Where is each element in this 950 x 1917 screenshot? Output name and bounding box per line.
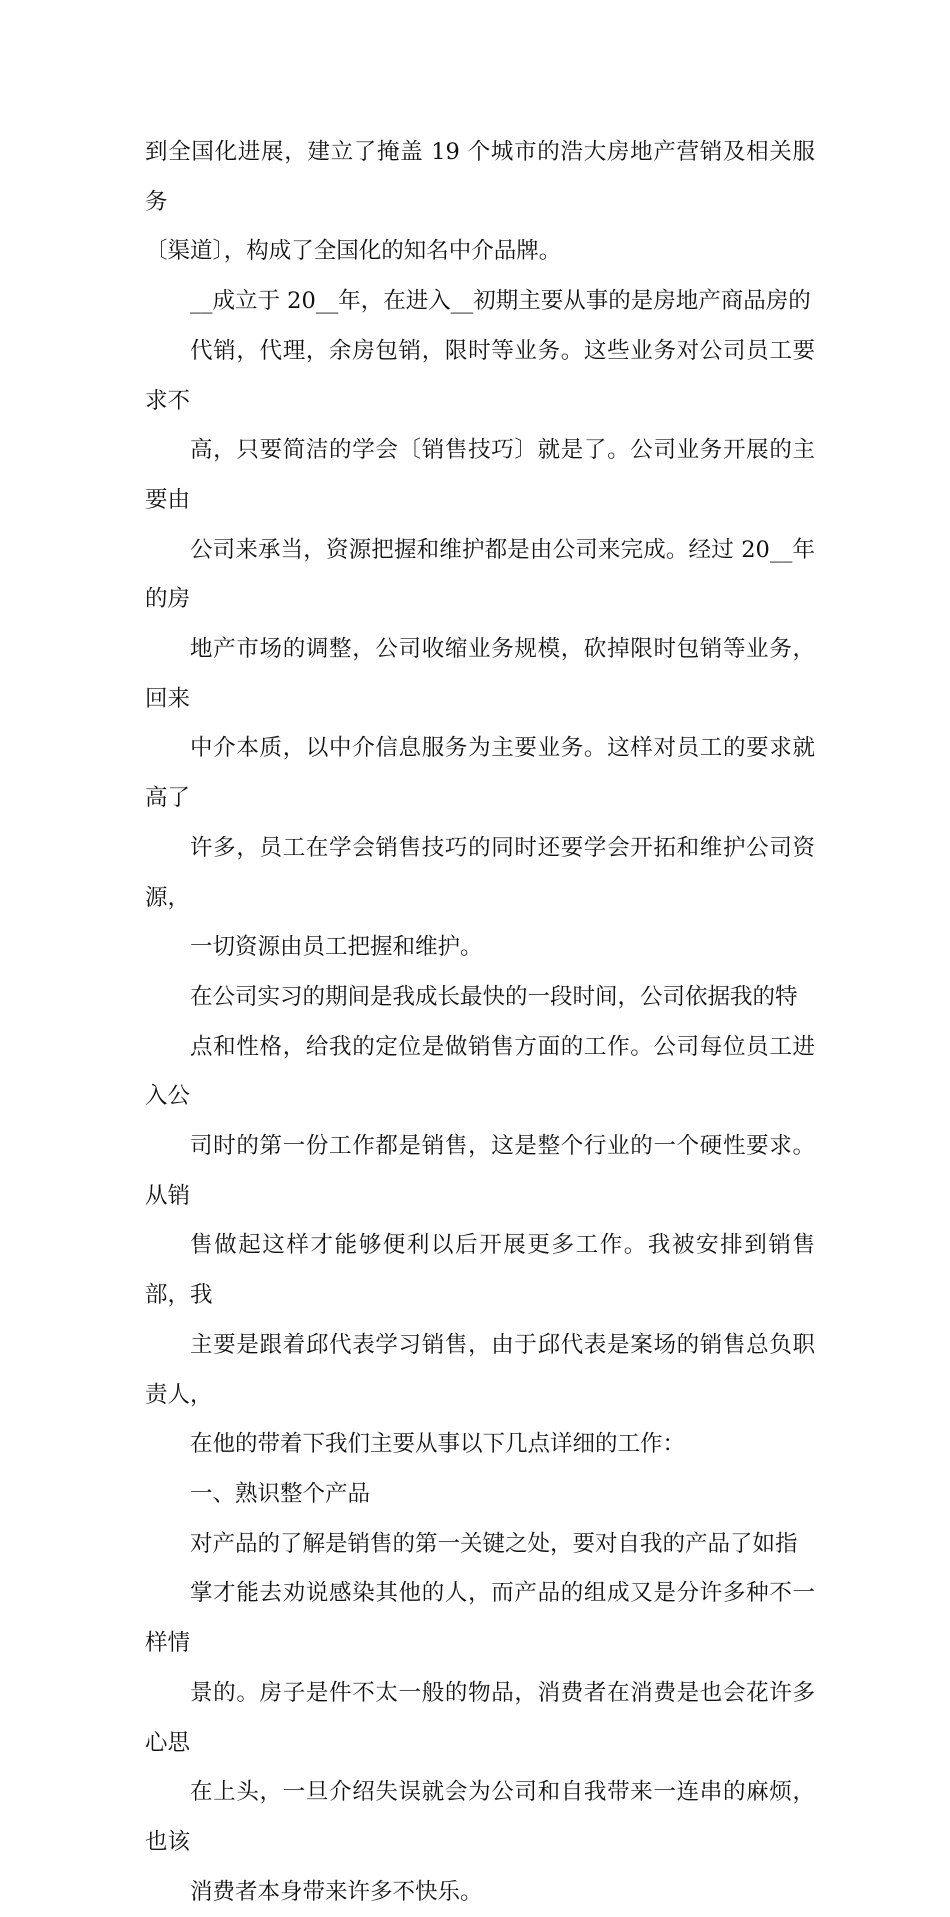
text-line: 点和性格，给我的定位是做销售方面的工作。公司每位员工进入公 <box>145 1033 815 1110</box>
paragraph-3 <box>145 973 815 1470</box>
document-body <box>145 128 815 1917</box>
text-line: 景的。房子是件不太一般的物品，消费者在消费是也会花许多心思 <box>145 1679 815 1756</box>
paragraph-1 <box>145 128 815 277</box>
text-line: 代销，代理，余房包销，限时等业务。这些业务对公司员工要求不 <box>145 337 815 414</box>
section-heading <box>145 1470 815 1520</box>
text-line: 许多，员工在学会销售技巧的同时还要学会开拓和维护公司资源， <box>145 834 815 911</box>
text-line: 司时的第一份工作都是销售，这是整个行业的一个硬性要求。从销 <box>145 1133 815 1209</box>
text-line: 到全国化进展，建立了掩盖 19 个城市的浩大房地产营销及相关服务 <box>145 139 815 215</box>
paragraph-2 <box>145 277 815 973</box>
text-line: 掌才能去劝说感染其他的人，而产品的组成又是分许多种不一样情 <box>145 1580 815 1657</box>
text-line: 对产品的了解是销售的第一关键之处，要对自我的产品了如指 <box>190 1530 798 1557</box>
text-line: 在公司实习的期间是我成长最快的一段时间，公司依据我的特 <box>190 983 798 1010</box>
paragraph-4 <box>145 1520 815 1917</box>
text-line: 消费者本身带来许多不快乐。 <box>190 1878 483 1905</box>
text-line: 售做起这样才能够便利以后开展更多工作。我被安排到销售部，我 <box>145 1232 815 1309</box>
text-line: 在上头，一旦介绍失误就会为公司和自我带来一连串的麻烦，也该 <box>145 1779 815 1855</box>
text-line: 高，只要简洁的学会〔销售技巧〕就是了。公司业务开展的主要由 <box>145 437 815 513</box>
text-line: 公司来承当，资源把握和维护都是由公司来完成。经过 20__年的房 <box>145 536 815 613</box>
text-line: 在他的带着下我们主要从事以下几点详细的工作： <box>190 1431 686 1458</box>
text-line: 〔渠道〕，构成了全国化的知名中介品牌。 <box>145 238 562 265</box>
text-line: 地产市场的调整，公司收缩业务规模，砍掉限时包销等业务，回来 <box>145 636 815 712</box>
text-line: 中介本质，以中介信息服务为主要业务。这样对员工的要求就高了 <box>145 735 815 812</box>
text-line: 一切资源由员工把握和维护。 <box>190 934 483 961</box>
text-line: 主要是跟着邱代表学习销售，由于邱代表是案场的销售总负职责人， <box>145 1331 815 1408</box>
text-line: __成立于 20__年，在进入__初期主要从事的是房地产商品房的 <box>190 288 811 315</box>
text-line: 一、熟识整个产品 <box>190 1480 371 1507</box>
